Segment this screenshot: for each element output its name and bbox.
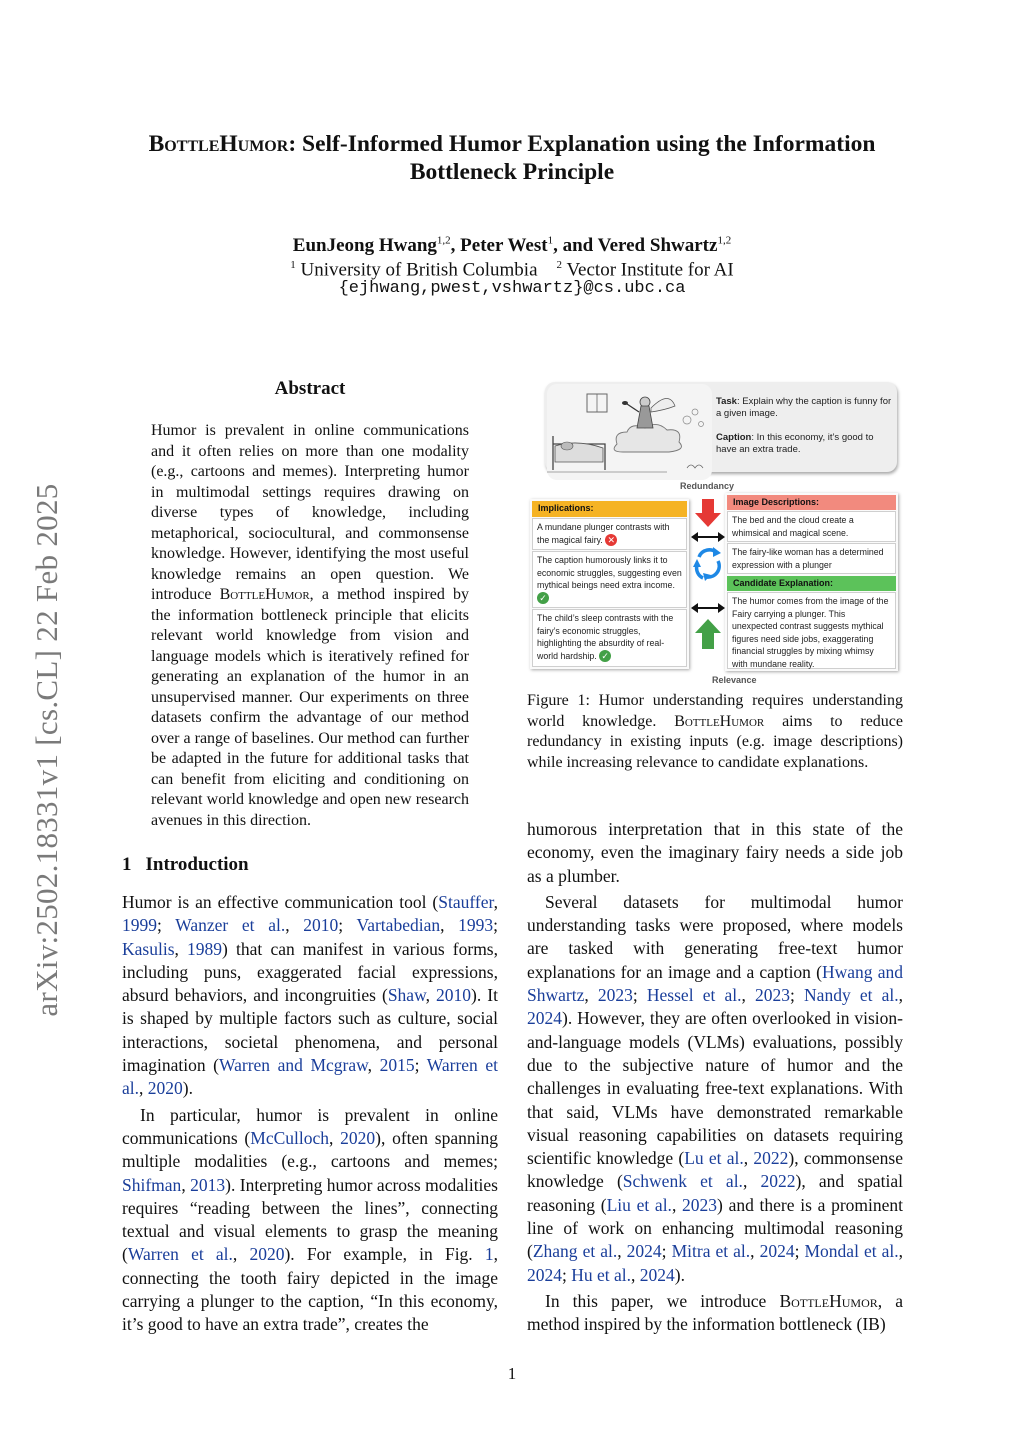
figure-caption [527, 691, 903, 773]
citation-link[interactable]: Schwenk et al. [622, 1171, 743, 1192]
implication-1 [532, 518, 687, 550]
method-name: BottleHumor [148, 131, 289, 157]
body-text: ; [414, 1055, 427, 1076]
body-text: ; [632, 985, 647, 1006]
figure-caption-text-1: Figure 1: Humor understanding requires understanding world knowledge. [527, 692, 903, 730]
intro-paragraph-2 [122, 1104, 498, 1337]
body-text: ; [493, 915, 499, 936]
body-text: ), often spanning multiple modalities (e.g., cartoons and memes; [122, 1127, 498, 1172]
body-text: , [285, 915, 304, 936]
body-text: , [232, 1244, 250, 1265]
citation-link[interactable]: 2024 [527, 1264, 562, 1285]
citation-link[interactable]: Lu et al. [684, 1148, 744, 1169]
body-text: ; [794, 1241, 805, 1262]
right-paragraph-1 [527, 818, 903, 888]
author-3-sup: 1,2 [717, 235, 732, 247]
body-text: ; [661, 1241, 672, 1262]
citation-link[interactable]: 2023 [755, 985, 791, 1006]
body-text: , [181, 1174, 191, 1195]
body-text: ; [562, 1264, 572, 1285]
arxiv-stamp [22, 450, 72, 1050]
body-text: , [617, 1241, 627, 1262]
paper-title [110, 130, 914, 186]
body-text: , [174, 938, 188, 959]
citation-link[interactable]: 2022 [753, 1148, 789, 1169]
body-text: , [741, 985, 756, 1006]
citation-link[interactable]: 1999 [122, 915, 157, 936]
down-arrow-icon [695, 499, 721, 527]
body-text: , [898, 985, 904, 1006]
citation-link[interactable]: 2010 [436, 985, 472, 1006]
section-number: 1 [122, 854, 132, 875]
body-text: , [584, 985, 598, 1006]
cross-icon: ✕ [605, 534, 617, 546]
citation-link[interactable]: Warren et al. [127, 1244, 233, 1265]
method-name: BottleHumor [779, 1290, 878, 1311]
body-text: ; [338, 915, 357, 936]
figure-caption-method: BottleHumor [674, 712, 765, 730]
body-text: , [898, 1241, 904, 1262]
citation-link[interactable]: Stauffer [438, 892, 494, 912]
author-sep-1: , [450, 235, 461, 257]
citation-link[interactable]: Mitra et al. [671, 1241, 751, 1262]
citation-link[interactable]: Liu et al. [606, 1194, 672, 1215]
citation-link[interactable]: Nandy et al. [804, 985, 899, 1006]
citation-link[interactable]: Shaw [387, 985, 426, 1006]
citation-link[interactable]: 2023 [597, 985, 633, 1006]
abstract-text-2: , a method inspired by the information bottleneck principle that elicits relevant world knowledge from vision and language models which is iteratively refined for generating an explanation of the humor in an unsupervised manner. Our experiments on three datasets confirm the advantage of our method over a range of baselines. Our method can further be adapted in the future for additional tasks that can benefit from eliciting and conditioning on relevant world knowledge and open new research avenues in this direction. [151, 586, 470, 829]
citation-link[interactable]: Hessel et al. [646, 985, 742, 1006]
author-2: Peter West [460, 235, 548, 257]
implications-header: Implications: [532, 501, 687, 517]
intro-paragraph-1 [122, 891, 498, 1101]
implication-3-text: The child’s sleep contrasts with the fairy’s economic struggles, highlighting the absurdity of real-world hardship. [537, 613, 674, 661]
relevance-label: Relevance [712, 675, 757, 685]
affiliations [110, 253, 914, 282]
author-1-sup: 1,2 [436, 235, 451, 247]
body-text: ). Interpreting humor across modalities requires “reading between the lines”, connecting textual and visual elements to grasp the meaning ( [122, 1174, 498, 1265]
body-text: , [139, 1078, 148, 1099]
body-text: ) and there is a prominent line of work on enhancing multimodal reasoning ( [527, 1194, 904, 1262]
body-text: , [425, 985, 437, 1006]
implication-3 [532, 609, 687, 667]
right-paragraph-2 [527, 891, 903, 1287]
affiliation-2-sup: 2 [556, 259, 563, 271]
body-text: , connecting the tooth fairy depicted in the image carrying a plunger to the caption, “In this economy, it’s good to have an extra trade”, creates the [122, 1244, 498, 1335]
right-paragraph-3 [527, 1290, 903, 1337]
body-text: , [671, 1194, 683, 1215]
body-text: ; [790, 985, 805, 1006]
abstract-method-name: BottleHumor [219, 586, 310, 603]
double-arrow-icon [691, 603, 725, 613]
image-descriptions-header: Image Descriptions: [727, 495, 896, 510]
citation-link[interactable]: 2024 [639, 1264, 675, 1285]
image-description-1: The bed and the cloud create a whimsical and magical scene. [727, 511, 896, 542]
author-1: EunJeong Hwang [292, 235, 437, 257]
body-text: In this paper, we introduce [545, 1290, 780, 1311]
citation-link[interactable]: 1993 [458, 915, 494, 936]
citation-link[interactable]: 2023 [682, 1194, 718, 1215]
citation-link[interactable]: 2013 [190, 1174, 226, 1195]
double-arrow-icon [691, 532, 725, 542]
page-number: 1 [507, 1364, 517, 1383]
arxiv-id: arXiv:2502.18331v1 [cs.CL] 22 Feb 2025 [29, 483, 64, 1017]
body-text: , [367, 1055, 380, 1076]
citation-link[interactable]: Warren and Mcgraw [219, 1055, 368, 1076]
author-sep-2: , and [553, 235, 598, 257]
flow-arrows [691, 497, 725, 673]
left-column [122, 891, 498, 1337]
abstract-text-1: Humor is prevalent in online communications and it often relies on more than one modality (e.g., cartoons and memes). Interpreting humor in multimodal settings requires drawing on diverse types of knowledge, including metaphorical, sociocultural, and commonsense knowledge. However, identifying the most useful knowledge remains an open question. We introduce [151, 422, 469, 603]
body-text: ). [674, 1264, 685, 1285]
body-text: Humor is an effective communication tool ( [122, 892, 439, 912]
body-text: , a method inspired by the information bottleneck (IB) [527, 1290, 903, 1335]
citation-link[interactable]: Hu et al. [571, 1264, 632, 1285]
abstract-body [151, 421, 469, 831]
check-icon: ✓ [537, 592, 549, 604]
citation-link[interactable]: Kasulis [122, 938, 175, 959]
citation-link[interactable]: McCulloch [250, 1127, 330, 1148]
up-arrow-icon [695, 619, 721, 649]
body-text: ), commonsense knowledge ( [527, 1148, 904, 1192]
body-text: In particular, humor is prevalent in online communications ( [122, 1104, 498, 1148]
image-description-2: The fairy-like woman has a determined expression with a plunger [727, 543, 896, 574]
citation-link[interactable]: Shifman [122, 1174, 182, 1195]
title-line2: Bottleneck Principle [409, 159, 615, 185]
author-email: {ejhwang,pwest,vshwartz}@cs.ubc.ca [338, 279, 686, 298]
body-text: , [440, 915, 459, 936]
citation-link[interactable]: 2020 [249, 1244, 285, 1265]
citation-link[interactable]: Zhang et al. [532, 1241, 618, 1262]
caption-text: : In this economy, it’s good to have an extra trade. [716, 432, 874, 455]
body-text: , [742, 1171, 761, 1192]
affiliation-1-sup: 1 [290, 259, 296, 271]
figure-caption-text-2: aims to reduce redundancy in existing inputs (e.g. image descriptions) while increasing relevance to candidate explanations. [527, 712, 904, 771]
citation-link[interactable]: 2024 [527, 1008, 562, 1029]
author-2-sup: 1 [547, 235, 554, 247]
section-heading [122, 854, 249, 876]
task-card [545, 382, 897, 472]
body-text: , [631, 1264, 640, 1285]
refresh-cycle-icon [693, 547, 721, 581]
body-text: humorous interpretation that in this state of the economy, even the imaginary fairy needs a side job as a plumber. [527, 819, 903, 886]
section-title: Introduction [145, 854, 249, 875]
citation-link[interactable]: Hwang and Shwartz [527, 961, 903, 1006]
citation-link[interactable]: 2020 [340, 1127, 376, 1148]
body-text: ). However, they are often overlooked in vision-and-language models (VLMs) evaluations, possibly due to the subjective nature of humor and the challenges in evaluating free-text explanations. With that said, VLMs have demonstrated remarkable visual reasoning capabilities on datasets requiring scientific knowledge ( [527, 1008, 903, 1169]
body-text: ). It is shaped by multiple factors such as culture, social interactions, societal phenomena, and personal imagination ( [122, 985, 498, 1076]
body-text: , [750, 1241, 760, 1262]
redundancy-label: Redundancy [680, 481, 735, 491]
body-text: ; [157, 915, 176, 936]
body-text: ). [182, 1078, 193, 1099]
citation-link[interactable]: 2015 [379, 1055, 415, 1076]
abstract-heading: Abstract [274, 378, 346, 399]
body-text: , [743, 1148, 754, 1169]
body-text: ). For example, in Fig. [284, 1244, 485, 1265]
citation-link[interactable]: 1 [484, 1244, 494, 1265]
affiliation-1: University of British Columbia [300, 259, 538, 281]
citation-link[interactable]: 2022 [760, 1171, 796, 1192]
candidate-explanation: The humor comes from the image of the Fairy carrying a plunger. This unexpected contrast suggests mythical figures need side jobs, exaggerating financial struggles by mixing whimsy with mundane reality. [727, 592, 896, 669]
citation-link[interactable]: 2024 [626, 1241, 662, 1262]
citation-link[interactable]: 2024 [759, 1241, 795, 1262]
caption-label: Caption [716, 432, 752, 443]
task-label: Task [716, 396, 737, 407]
check-icon: ✓ [599, 650, 611, 662]
citation-link[interactable]: Mondal et al. [804, 1241, 899, 1262]
body-text: , [329, 1127, 341, 1148]
candidate-explanation-header: Candidate Explanation: [727, 576, 896, 591]
figure-1 [527, 377, 903, 687]
body-text: Several datasets for multimodal humor understanding tasks were proposed, where models are tasked with generating free-text humor explanations for an image and a caption ( [527, 891, 903, 982]
citation-link[interactable]: Vartabedian [356, 915, 441, 936]
right-column [527, 818, 903, 1337]
citation-link[interactable]: Wanzer et al. [175, 915, 286, 936]
author-3: Vered Shwartz [597, 235, 718, 257]
body-text: , [493, 892, 498, 912]
citation-link[interactable]: 1989 [187, 938, 223, 959]
title-line1: : Self-Informed Humor Explanation using the Information [288, 131, 876, 157]
task-text [716, 396, 892, 456]
affiliation-2: Vector Institute for AI [566, 259, 734, 281]
implication-2-text: The caption humorously links it to economic struggles, suggesting even mythical beings need extra income. [537, 555, 682, 590]
cartoon-image [547, 384, 712, 480]
implication-2 [532, 551, 687, 608]
body-text: ) that can manifest in various forms, including puns, exaggerated facial expressions, absurd behaviors, and incongruities ( [122, 938, 498, 1006]
task-description: : Explain why the caption is funny for a given image. [716, 396, 892, 419]
implication-1-text: A mundane plunger contrasts with the magical fairy. [537, 522, 670, 545]
citation-link[interactable]: 2020 [147, 1078, 183, 1099]
citation-link[interactable]: Warren et al. [122, 1055, 498, 1099]
body-text: ), and spatial reasoning ( [527, 1171, 904, 1215]
citation-link[interactable]: 2010 [303, 915, 339, 936]
